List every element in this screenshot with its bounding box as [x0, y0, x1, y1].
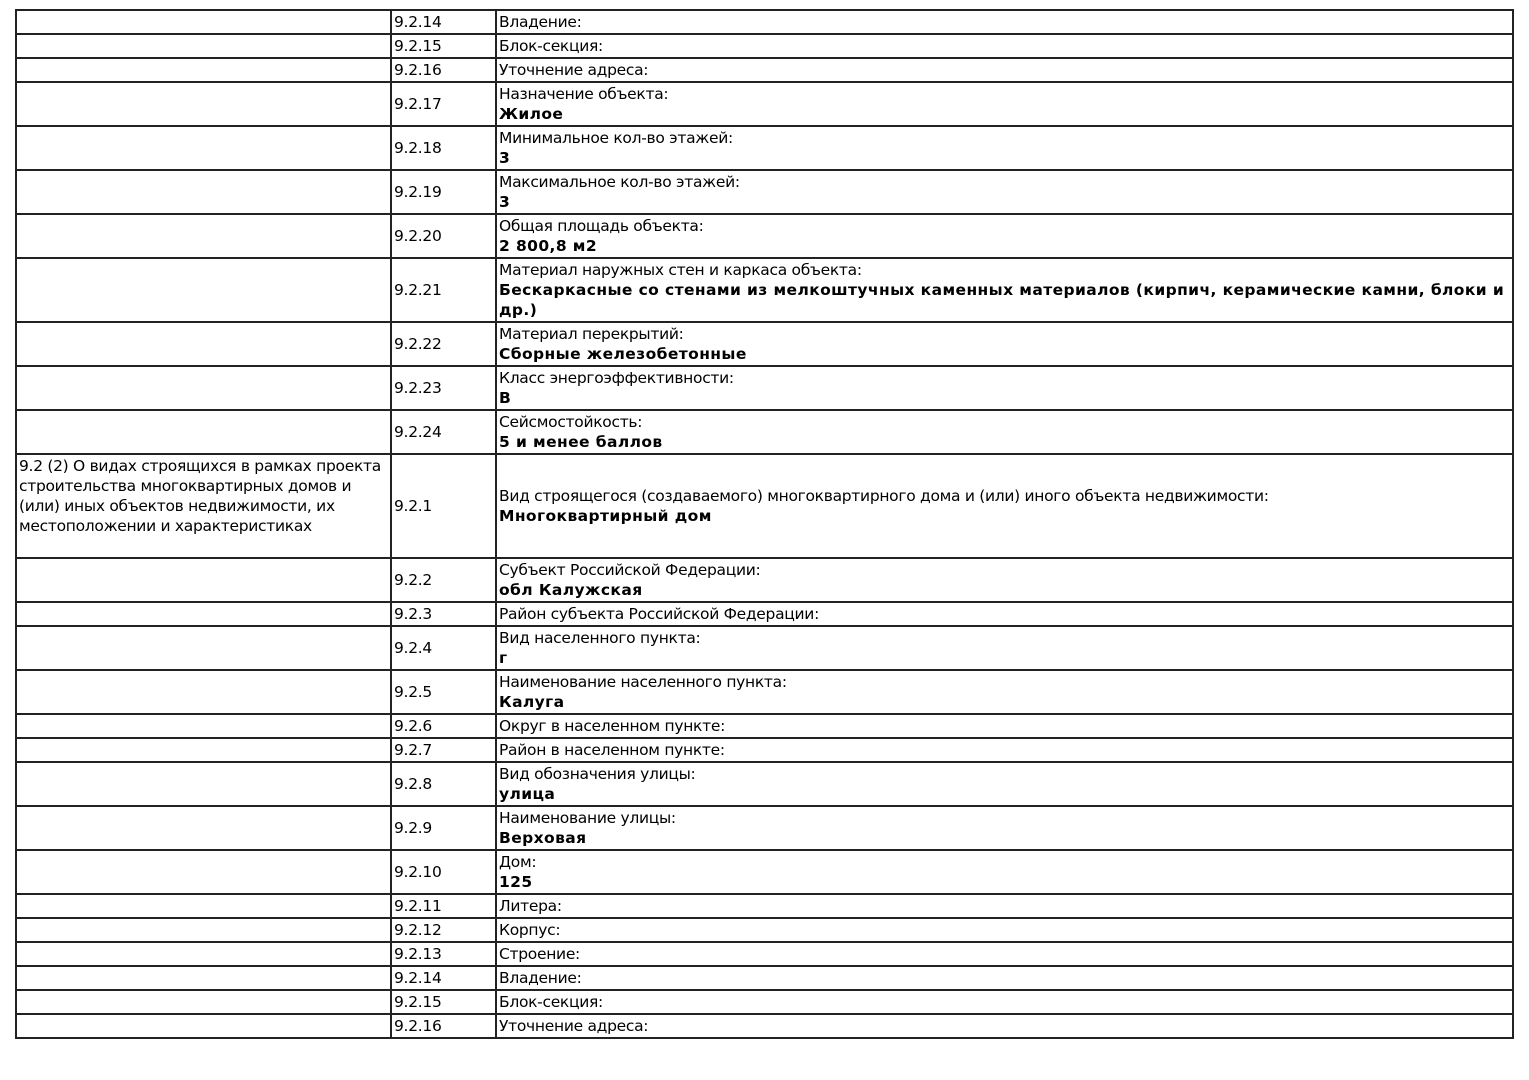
- field-label: Общая площадь объекта:: [499, 217, 704, 235]
- field-label: Блок-секция:: [499, 993, 603, 1011]
- table-row: [16, 670, 1513, 714]
- section-cell: [16, 714, 391, 738]
- code-cell: 9.2.24: [391, 410, 496, 454]
- section-cell: [16, 806, 391, 850]
- table-row: [16, 990, 1513, 1014]
- field-cell: [496, 602, 1513, 626]
- section-cell: [16, 34, 391, 58]
- field-label: Класс энергоэффективности:: [499, 369, 734, 387]
- field-value: обл Калужская: [499, 581, 643, 599]
- code-cell: 9.2.19: [391, 170, 496, 214]
- table-body: [16, 10, 1513, 1038]
- code-cell: 9.2.16: [391, 58, 496, 82]
- field-value: 3: [499, 149, 511, 167]
- field-cell: [496, 322, 1513, 366]
- field-cell: [496, 942, 1513, 966]
- table-row: [16, 894, 1513, 918]
- field-label: Владение:: [499, 969, 582, 987]
- field-label: Литера:: [499, 897, 562, 915]
- field-cell: [496, 894, 1513, 918]
- field-label: Вид населенного пункта:: [499, 629, 701, 647]
- code-cell: 9.2.17: [391, 82, 496, 126]
- table-row: [16, 850, 1513, 894]
- field-cell: [496, 918, 1513, 942]
- field-value: улица: [499, 785, 556, 803]
- field-cell: [496, 850, 1513, 894]
- code-cell: 9.2.10: [391, 850, 496, 894]
- section-cell: [16, 670, 391, 714]
- field-value: Верховая: [499, 829, 587, 847]
- code-cell: 9.2.3: [391, 602, 496, 626]
- code-cell: 9.2.15: [391, 990, 496, 1014]
- field-cell: [496, 10, 1513, 34]
- section-cell: [16, 82, 391, 126]
- declaration-table: [15, 9, 1514, 1039]
- field-cell: [496, 126, 1513, 170]
- table-row: [16, 258, 1513, 322]
- field-label: Владение:: [499, 13, 582, 31]
- field-cell: [496, 34, 1513, 58]
- field-cell: [496, 410, 1513, 454]
- table-row: [16, 602, 1513, 626]
- field-label: Максимальное кол-во этажей:: [499, 173, 740, 191]
- section-cell: [16, 966, 391, 990]
- code-cell: 9.2.11: [391, 894, 496, 918]
- table-row: [16, 170, 1513, 214]
- field-label: Вид обозначения улицы:: [499, 765, 696, 783]
- section-cell: [16, 1014, 391, 1038]
- field-value: Жилое: [499, 105, 564, 123]
- table-row: [16, 126, 1513, 170]
- section-cell: [16, 738, 391, 762]
- table-row: [16, 626, 1513, 670]
- code-cell: 9.2.23: [391, 366, 496, 410]
- field-label: Уточнение адреса:: [499, 61, 649, 79]
- code-cell: 9.2.13: [391, 942, 496, 966]
- field-label: Минимальное кол-во этажей:: [499, 129, 733, 147]
- table-row: [16, 558, 1513, 602]
- table-row: [16, 322, 1513, 366]
- table-row: [16, 410, 1513, 454]
- field-value: В: [499, 389, 512, 407]
- code-cell: 9.2.7: [391, 738, 496, 762]
- table-row: [16, 10, 1513, 34]
- section-cell: [16, 602, 391, 626]
- field-cell: [496, 366, 1513, 410]
- section-cell: [16, 990, 391, 1014]
- table-row: [16, 918, 1513, 942]
- section-cell: [16, 214, 391, 258]
- code-cell: 9.2.9: [391, 806, 496, 850]
- field-cell: [496, 670, 1513, 714]
- section-cell: [16, 126, 391, 170]
- field-value: 3: [499, 193, 511, 211]
- field-cell: [496, 990, 1513, 1014]
- field-label: Наименование населенного пункта:: [499, 673, 787, 691]
- table-row: [16, 942, 1513, 966]
- field-value: г: [499, 649, 508, 667]
- section-cell: [16, 58, 391, 82]
- section-cell: [16, 894, 391, 918]
- code-cell: 9.2.2: [391, 558, 496, 602]
- code-cell: 9.2.1: [391, 454, 496, 558]
- field-label: Блок-секция:: [499, 37, 603, 55]
- section-cell: [16, 410, 391, 454]
- table-row: [16, 214, 1513, 258]
- table-row: [16, 34, 1513, 58]
- code-cell: 9.2.5: [391, 670, 496, 714]
- table-row: [16, 966, 1513, 990]
- section-cell: [16, 942, 391, 966]
- table-row: [16, 806, 1513, 850]
- field-label: Корпус:: [499, 921, 561, 939]
- field-value: Сборные железобетонные: [499, 345, 747, 363]
- field-label: Строение:: [499, 945, 580, 963]
- field-cell: [496, 558, 1513, 602]
- table-row: [16, 738, 1513, 762]
- field-label: Субъект Российской Федерации:: [499, 561, 761, 579]
- field-value: 125: [499, 873, 533, 891]
- code-cell: 9.2.22: [391, 322, 496, 366]
- table-row: [16, 82, 1513, 126]
- section-cell: [16, 626, 391, 670]
- field-cell: [496, 1014, 1513, 1038]
- field-label: Материал перекрытий:: [499, 325, 684, 343]
- table-row: [16, 454, 1513, 558]
- code-cell: 9.2.12: [391, 918, 496, 942]
- section-cell: 9.2 (2) О видах строящихся в рамках проекта строительства многоквартирных домов и (или) иных объектов недвижимости, их местоположении и характеристиках: [16, 454, 391, 558]
- table-row: [16, 714, 1513, 738]
- section-cell: [16, 258, 391, 322]
- code-cell: 9.2.14: [391, 966, 496, 990]
- table-row: [16, 762, 1513, 806]
- code-cell: 9.2.14: [391, 10, 496, 34]
- code-cell: 9.2.15: [391, 34, 496, 58]
- field-cell: [496, 170, 1513, 214]
- section-cell: [16, 10, 391, 34]
- code-cell: 9.2.4: [391, 626, 496, 670]
- field-cell: [496, 626, 1513, 670]
- field-label: Округ в населенном пункте:: [499, 717, 726, 735]
- field-cell: [496, 966, 1513, 990]
- section-cell: [16, 170, 391, 214]
- field-value: Калуга: [499, 693, 565, 711]
- code-cell: 9.2.18: [391, 126, 496, 170]
- table-row: [16, 1014, 1513, 1038]
- section-cell: [16, 558, 391, 602]
- field-label: Дом:: [499, 853, 537, 871]
- field-label: Район субъекта Российской Федерации:: [499, 605, 819, 623]
- table-row: [16, 58, 1513, 82]
- field-value: 5 и менее баллов: [499, 433, 663, 451]
- field-cell: [496, 738, 1513, 762]
- section-cell: [16, 762, 391, 806]
- section-cell: [16, 918, 391, 942]
- code-cell: 9.2.6: [391, 714, 496, 738]
- field-label: Наименование улицы:: [499, 809, 676, 827]
- field-cell: [496, 58, 1513, 82]
- code-cell: 9.2.16: [391, 1014, 496, 1038]
- section-cell: [16, 850, 391, 894]
- field-cell: [496, 454, 1513, 558]
- code-cell: 9.2.20: [391, 214, 496, 258]
- field-label: Материал наружных стен и каркаса объекта:: [499, 261, 862, 279]
- field-value: 2 800,8 м2: [499, 237, 598, 255]
- field-label: Сейсмостойкость:: [499, 413, 643, 431]
- field-label: Вид строящегося (создаваемого) многоквартирного дома и (или) иного объекта недвижимости:: [499, 487, 1269, 505]
- field-value: Бескаркасные со стенами из мелкоштучных каменных материалов (кирпич, керамические камни, блоки и др.): [499, 281, 1505, 319]
- field-cell: [496, 806, 1513, 850]
- field-label: Район в населенном пункте:: [499, 741, 725, 759]
- field-value: Многоквартирный дом: [499, 507, 712, 525]
- field-cell: [496, 214, 1513, 258]
- field-cell: [496, 762, 1513, 806]
- field-cell: [496, 258, 1513, 322]
- table-row: [16, 366, 1513, 410]
- field-cell: [496, 82, 1513, 126]
- code-cell: 9.2.21: [391, 258, 496, 322]
- field-label: Уточнение адреса:: [499, 1017, 649, 1035]
- section-cell: [16, 322, 391, 366]
- section-cell: [16, 366, 391, 410]
- field-label: Назначение объекта:: [499, 85, 669, 103]
- field-cell: [496, 714, 1513, 738]
- code-cell: 9.2.8: [391, 762, 496, 806]
